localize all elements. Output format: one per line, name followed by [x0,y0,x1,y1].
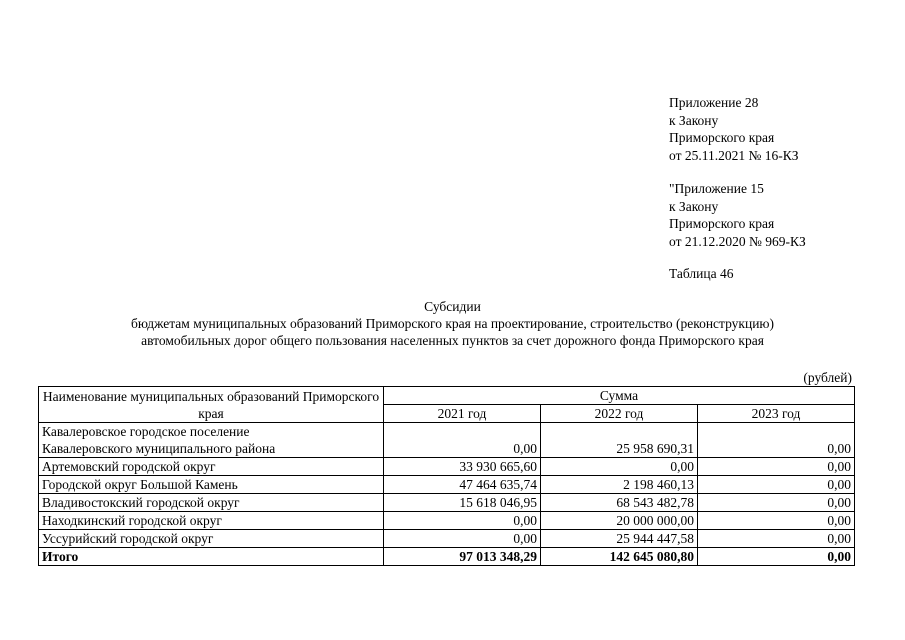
sum-header: Сумма [384,387,855,405]
total-2021: 97 013 348,29 [384,548,541,566]
appendix-current-line4: от 25.11.2021 № 16-КЗ [669,147,799,163]
total-2022: 142 645 080,80 [541,548,698,566]
table-row [39,494,855,512]
document-title [0,298,905,349]
subsidy-table [38,386,855,566]
table-row [39,530,855,548]
appendix-current [669,94,889,164]
amount-2023: 0,00 [698,530,855,548]
table-row [39,512,855,530]
table-row [39,423,855,458]
municipality-name-line1: Кавалеровское городское поселение [42,424,250,439]
total-label: Итого [39,548,384,566]
year-header-2022: 2022 год [541,405,698,423]
table-label: Таблица 46 [669,266,734,281]
amount-2023: 0,00 [698,512,855,530]
year-header-2021: 2021 год [384,405,541,423]
municipality-name: Артемовский городской округ [39,458,384,476]
amount-2022: 2 198 460,13 [541,476,698,494]
appendix-original-line3: Приморского края [669,216,775,231]
amount-2021: 0,00 [384,512,541,530]
municipality-name: Находкинский городской округ [39,512,384,530]
appendix-current-line2: к Закону [669,112,719,128]
municipality-name: Городской округ Большой Камень [39,476,384,494]
amount-2021: 15 618 046,95 [384,494,541,512]
municipality-name [39,423,384,458]
title-line1: Субсидии [424,299,481,314]
municipality-name-line2: Кавалеровского муниципального района [42,441,276,456]
name-header: Наименование муниципальных образований Приморского края [39,387,384,423]
amount-2023: 0,00 [698,458,855,476]
appendix-original-line1: "Приложение 15 [669,181,764,196]
amount-2022: 25 958 690,31 [541,423,698,458]
total-row [39,548,855,566]
amount-2023: 0,00 [698,494,855,512]
appendix-original [669,180,889,250]
appendix-original-line2: к Закону [669,198,719,214]
year-header-2023: 2023 год [698,405,855,423]
amount-2021: 33 930 665,60 [384,458,541,476]
municipality-name: Владивостокский городской округ [39,494,384,512]
amount-2021: 0,00 [384,530,541,548]
appendix-current-line1: Приложение 28 [669,95,759,110]
title-line3: автомобильных дорог общего пользования населенных пунктов за счет дорожного фонда Приморского края [141,333,764,348]
appendix-current-line3: Приморского края [669,130,775,145]
title-line2: бюджетам муниципальных образований Приморского края на проектирование, строительство (реконструкцию) [130,316,775,331]
amount-2022: 0,00 [541,458,698,476]
amount-2023: 0,00 [698,423,855,458]
units-label: (рублей) [803,370,852,385]
total-2023: 0,00 [698,548,855,566]
amount-2023: 0,00 [698,476,855,494]
amount-2022: 68 543 482,78 [541,494,698,512]
amount-2022: 20 000 000,00 [541,512,698,530]
amount-2021: 47 464 635,74 [384,476,541,494]
table-row [39,458,855,476]
table-row [39,476,855,494]
municipality-name: Уссурийский городской округ [39,530,384,548]
appendix-original-line4: от 21.12.2020 № 969-КЗ [669,233,806,249]
amount-2021: 0,00 [384,423,541,458]
amount-2022: 25 944 447,58 [541,530,698,548]
